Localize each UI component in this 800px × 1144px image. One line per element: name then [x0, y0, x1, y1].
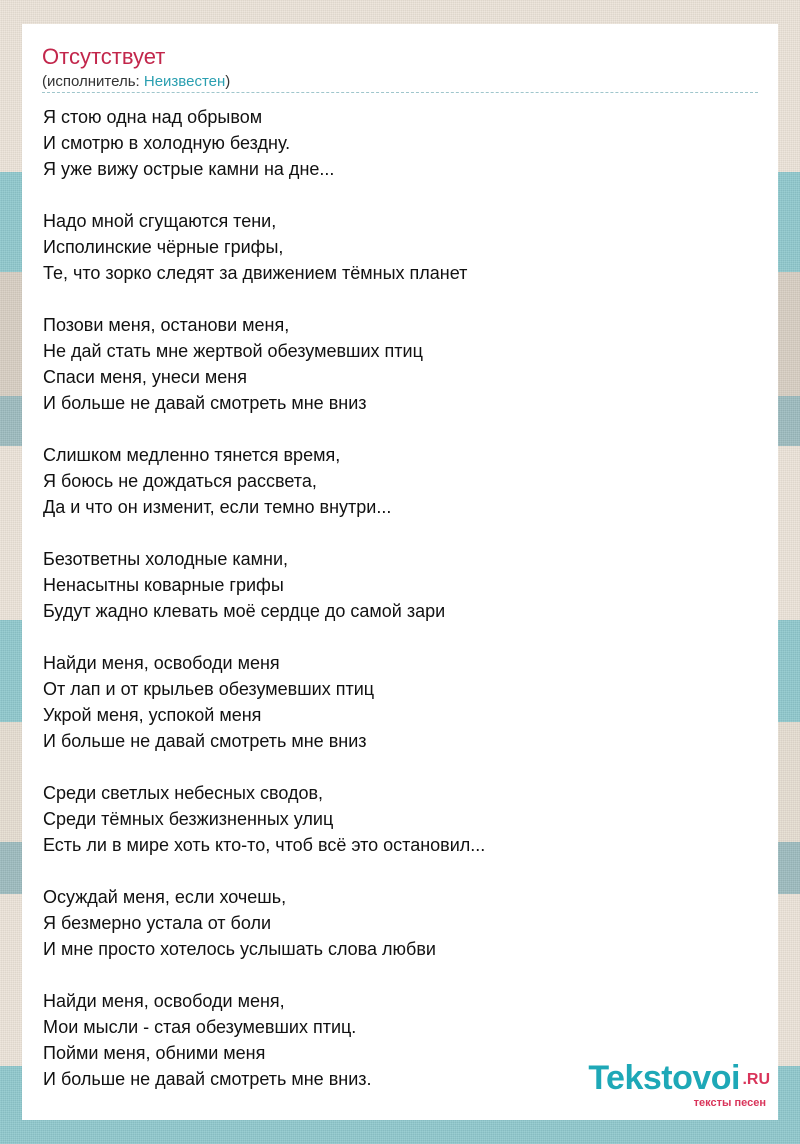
- lyrics-stanza: [43, 650, 753, 754]
- artist-suffix: ): [225, 73, 231, 90]
- lyrics-body: [43, 104, 753, 1118]
- lyrics-line: И больше не давай смотреть мне вниз: [43, 731, 367, 751]
- lyrics-line: Среди тёмных безжизненных улиц: [43, 809, 334, 829]
- lyrics-line: Найди меня, освободи меня: [43, 653, 280, 673]
- lyrics-line: Исполинские чёрные грифы,: [43, 237, 284, 257]
- lyrics-line: И больше не давай смотреть мне вниз: [43, 393, 367, 413]
- artist-link[interactable]: Неизвестен: [143, 73, 226, 90]
- lyrics-line: Я уже вижу острые камни на дне...: [43, 159, 335, 179]
- lyrics-line: Те, что зорко следят за движением тёмных планет: [43, 263, 468, 283]
- lyrics-line: И смотрю в холодную бездну.: [43, 133, 291, 153]
- logo-tagline: тексты песен: [693, 1097, 766, 1109]
- lyrics-line: Позови меня, останови меня,: [43, 315, 290, 335]
- site-logo[interactable]: [570, 1054, 770, 1116]
- lyrics-stanza: [43, 780, 753, 858]
- lyrics-stanza: [43, 546, 753, 624]
- lyrics-line: Пойми меня, обними меня: [43, 1043, 266, 1063]
- lyrics-line: Найди меня, освободи меня,: [43, 991, 285, 1011]
- lyrics-line: Я безмерно устала от боли: [43, 913, 272, 933]
- lyrics-stanza: [43, 442, 753, 520]
- lyrics-stanza: [43, 884, 753, 962]
- lyrics-line: Укрой меня, успокой меня: [43, 705, 262, 725]
- lyrics-line: От лап и от крыльев обезумевших птиц: [43, 679, 375, 699]
- lyrics-line: Я стою одна над обрывом: [43, 107, 263, 127]
- lyrics-line: Будут жадно клевать моё сердце до самой зари: [43, 601, 446, 621]
- artist-prefix: (исполнитель:: [42, 73, 144, 90]
- lyrics-line: Безответны холодные камни,: [43, 549, 289, 569]
- title-divider: [42, 92, 758, 93]
- song-title: Отсутствует: [42, 44, 166, 69]
- lyrics-line: Есть ли в мире хоть кто-то, чтоб всё это остановил...: [43, 835, 486, 855]
- lyrics-stanza: [43, 104, 753, 182]
- logo-wordmark: Tekstovoi: [588, 1059, 740, 1097]
- lyrics-stanza: [43, 312, 753, 416]
- lyrics-line: Среди светлых небесных сводов,: [43, 783, 324, 803]
- lyrics-line: Мои мысли - стая обезумевших птиц.: [43, 1017, 357, 1037]
- lyrics-line: Слишком медленно тянется время,: [43, 445, 341, 465]
- lyrics-line: Да и что он изменит, если темно внутри...: [43, 497, 392, 517]
- lyrics-stanza: [43, 208, 753, 286]
- lyrics-line: Осуждай меня, если хочешь,: [43, 887, 287, 907]
- lyrics-sheet: [22, 24, 778, 1120]
- lyrics-line: И больше не давай смотреть мне вниз.: [43, 1069, 372, 1089]
- artist-line: [42, 73, 230, 91]
- logo-domain: .RU: [742, 1071, 770, 1088]
- lyrics-line: И мне просто хотелось услышать слова любви: [43, 939, 436, 959]
- lyrics-line: Ненасытны коварные грифы: [43, 575, 284, 595]
- lyrics-line: Надо мной сгущаются тени,: [43, 211, 277, 231]
- lyrics-line: Спаси меня, унеси меня: [43, 367, 247, 387]
- lyrics-line: Я боюсь не дождаться рассвета,: [43, 471, 317, 491]
- lyrics-line: Не дай стать мне жертвой обезумевших птиц: [43, 341, 423, 361]
